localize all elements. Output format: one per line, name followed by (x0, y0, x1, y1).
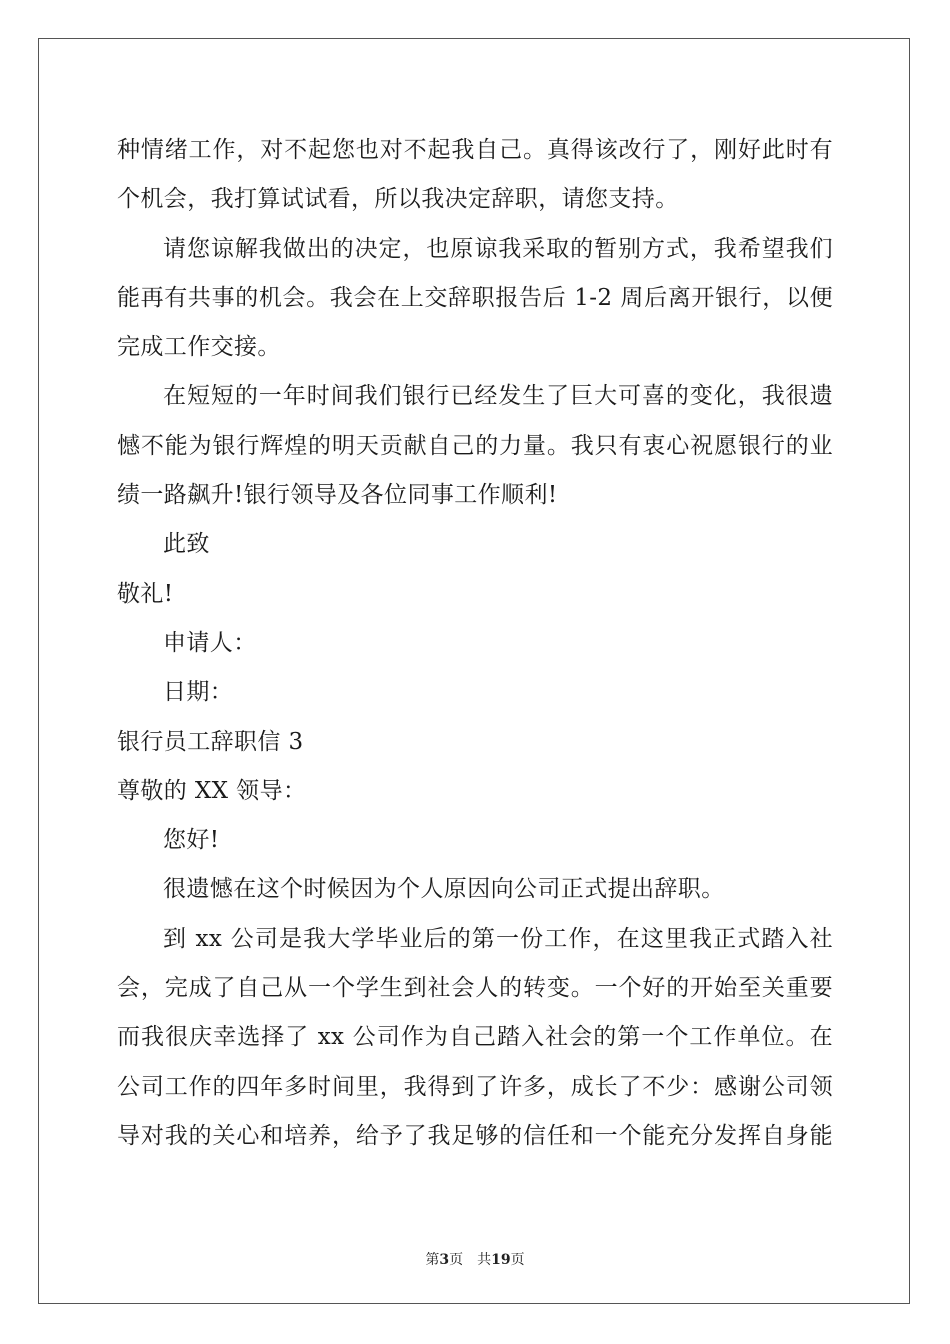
date-label: 日期： (163, 679, 234, 706)
closing-regards: 敬礼! (117, 580, 174, 607)
text-line: 会，完成了自己从一个学生到社会人的转变。一个好的开始至关重要 (117, 975, 833, 1002)
page-suffix: 页 (449, 1252, 464, 1268)
closing-salutation: 此致 (163, 531, 210, 558)
total-pages: 19 (491, 1252, 511, 1268)
text-line: 种情绪工作，对不起您也对不起我自己。真得该改行了，刚好此时有 (117, 137, 833, 163)
letter-greeting: 尊敬的 XX 领导： (117, 777, 307, 804)
text-line: 在短短的一年时间我们银行已经发生了巨大可喜的变化，我很遗 (163, 383, 833, 410)
total-prefix: 共 (477, 1252, 492, 1268)
text-line: 憾不能为银行辉煌的明天贡献自己的力量。我只有衷心祝愿银行的业 (117, 432, 833, 459)
total-suffix: 页 (510, 1252, 525, 1268)
page-prefix: 第 (425, 1252, 440, 1268)
text-line: 您好! (163, 827, 220, 854)
page-footer (0, 1249, 950, 1269)
text-line: 公司工作的四年多时间里，我得到了许多，成长了不少：感谢公司领 (117, 1073, 833, 1100)
letter-body (117, 126, 833, 1161)
text-line: 而我很庆幸选择了 xx 公司作为自己踏入社会的第一个工作单位。在 (117, 1024, 833, 1051)
text-line: 能再有共事的机会。我会在上交辞职报告后 1-2 周后离开银行，以便 (117, 284, 833, 311)
text-line: 到 xx 公司是我大学毕业后的第一份工作，在这里我正式踏入社 (163, 925, 833, 952)
text-line: 请您谅解我做出的决定，也原谅我采取的暂别方式，我希望我们 (163, 235, 833, 262)
text-line: 导对我的关心和培养，给予了我足够的信任和一个能充分发挥自身能 (117, 1122, 833, 1149)
applicant-label: 申请人： (163, 629, 257, 656)
section-title: 银行员工辞职信 3 (117, 728, 304, 755)
text-line: 完成工作交接。 (117, 334, 281, 361)
text-line: 绩一路飙升!银行领导及各位同事工作顺利! (117, 482, 558, 509)
text-line: 很遗憾在这个时候因为个人原因向公司正式提出辞职。 (163, 876, 725, 903)
text-line: 个机会，我打算试试看，所以我决定辞职，请您支持。 (117, 186, 679, 213)
page-number: 3 (439, 1252, 450, 1268)
